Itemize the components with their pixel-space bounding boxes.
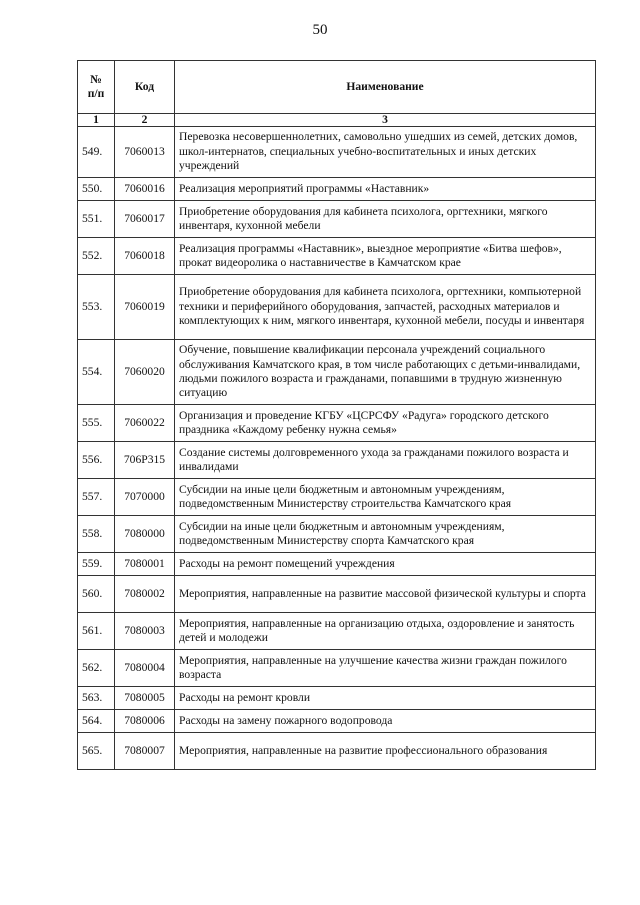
table-row: [78, 479, 596, 516]
page-number: 50: [312, 22, 328, 38]
row-name: Расходы на ремонт кровли: [175, 687, 596, 710]
row-number: 550.: [78, 178, 115, 201]
table-row: [78, 127, 596, 178]
document-table: [77, 60, 596, 770]
table-row: [78, 442, 596, 479]
header-num: № п/п: [78, 61, 115, 114]
table-row: [78, 733, 596, 770]
row-number: 562.: [78, 650, 115, 687]
table-row: [78, 710, 596, 733]
index-cell-1: 1: [78, 114, 115, 127]
row-code: 7060019: [115, 275, 175, 340]
index-cell-2: 2: [115, 114, 175, 127]
header-code: Код: [115, 61, 175, 114]
row-code: 7080006: [115, 710, 175, 733]
row-code: 7060016: [115, 178, 175, 201]
row-code: 7070000: [115, 479, 175, 516]
row-name: Мероприятия, направленные на развитие профессионального образования: [175, 733, 596, 770]
row-name: Реализация мероприятий программы «Наставник»: [175, 178, 596, 201]
table-row: [78, 340, 596, 405]
row-code: 7060022: [115, 405, 175, 442]
row-number: 551.: [78, 201, 115, 238]
row-name: Расходы на замену пожарного водопровода: [175, 710, 596, 733]
row-code: 7060017: [115, 201, 175, 238]
row-number: 553.: [78, 275, 115, 340]
row-code: 7060013: [115, 127, 175, 178]
table-row: [78, 516, 596, 553]
table-row: [78, 201, 596, 238]
table-row: [78, 275, 596, 340]
row-name: Реализация программы «Наставник», выездное мероприятие «Битва шефов», прокат видеоролика о наставничестве в Камчатском крае: [175, 238, 596, 275]
row-number: 549.: [78, 127, 115, 178]
row-number: 561.: [78, 613, 115, 650]
table-row: [78, 238, 596, 275]
row-code: 7080003: [115, 613, 175, 650]
row-name: Приобретение оборудования для кабинета психолога, оргтехники, мягкого инвентаря, кухонной мебели: [175, 201, 596, 238]
row-number: 556.: [78, 442, 115, 479]
row-number: 560.: [78, 576, 115, 613]
table-row: [78, 687, 596, 710]
row-number: 559.: [78, 553, 115, 576]
row-number: 558.: [78, 516, 115, 553]
index-cell-3: 3: [175, 114, 596, 127]
table-row: [78, 405, 596, 442]
table-row: [78, 576, 596, 613]
header-name: Наименование: [175, 61, 596, 114]
row-number: 552.: [78, 238, 115, 275]
row-code: 706P315: [115, 442, 175, 479]
row-number: 554.: [78, 340, 115, 405]
row-number: 563.: [78, 687, 115, 710]
row-name: Приобретение оборудования для кабинета психолога, оргтехники, компьютерной техники и периферийного оборудования, запчастей, расходных материалов и комплектующих к ним, мягкого инвентаря, кухонной мебели, посуды и инвентаря: [175, 275, 596, 340]
row-number: 564.: [78, 710, 115, 733]
table-row: [78, 553, 596, 576]
row-name: Расходы на ремонт помещений учреждения: [175, 553, 596, 576]
row-name: Перевозка несовершеннолетних, самовольно ушедших из семей, детских домов, школ-интернатов, специальных учебно-воспитательных и иных детских учреждений: [175, 127, 596, 178]
row-code: 7080001: [115, 553, 175, 576]
row-code: 7080005: [115, 687, 175, 710]
row-name: Мероприятия, направленные на развитие массовой физической культуры и спорта: [175, 576, 596, 613]
table-body: [78, 127, 596, 770]
row-code: 7080000: [115, 516, 175, 553]
row-code: 7080007: [115, 733, 175, 770]
row-name: Создание системы долговременного ухода за гражданами пожилого возраста и инвалидами: [175, 442, 596, 479]
row-name: Мероприятия, направленные на улучшение качества жизни граждан пожилого возраста: [175, 650, 596, 687]
row-code: 7080004: [115, 650, 175, 687]
table-row: [78, 178, 596, 201]
row-name: Субсидии на иные цели бюджетным и автономным учреждениям, подведомственным Министерству строительства Камчатского края: [175, 479, 596, 516]
row-name: Обучение, повышение квалификации персонала учреждений социального обслуживания Камчатского края, в том числе работающих с детьми-инвалидами, людьми пожилого возраста и гражданами, попавшими в трудную жизненную ситуацию: [175, 340, 596, 405]
table-row: [78, 613, 596, 650]
row-code: 7060020: [115, 340, 175, 405]
row-code: 7060018: [115, 238, 175, 275]
table-index-row: [78, 114, 596, 127]
row-number: 555.: [78, 405, 115, 442]
table-row: [78, 650, 596, 687]
row-number: 557.: [78, 479, 115, 516]
row-name: Организация и проведение КГБУ «ЦСРСФУ «Радуга» городского детского праздника «Каждому ребенку нужна семья»: [175, 405, 596, 442]
row-name: Мероприятия, направленные на организацию отдыха, оздоровление и занятость детей и молодежи: [175, 613, 596, 650]
row-code: 7080002: [115, 576, 175, 613]
row-number: 565.: [78, 733, 115, 770]
row-name: Субсидии на иные цели бюджетным и автономным учреждениям, подведомственным Министерству спорта Камчатского края: [175, 516, 596, 553]
table-header-row: [78, 61, 596, 114]
